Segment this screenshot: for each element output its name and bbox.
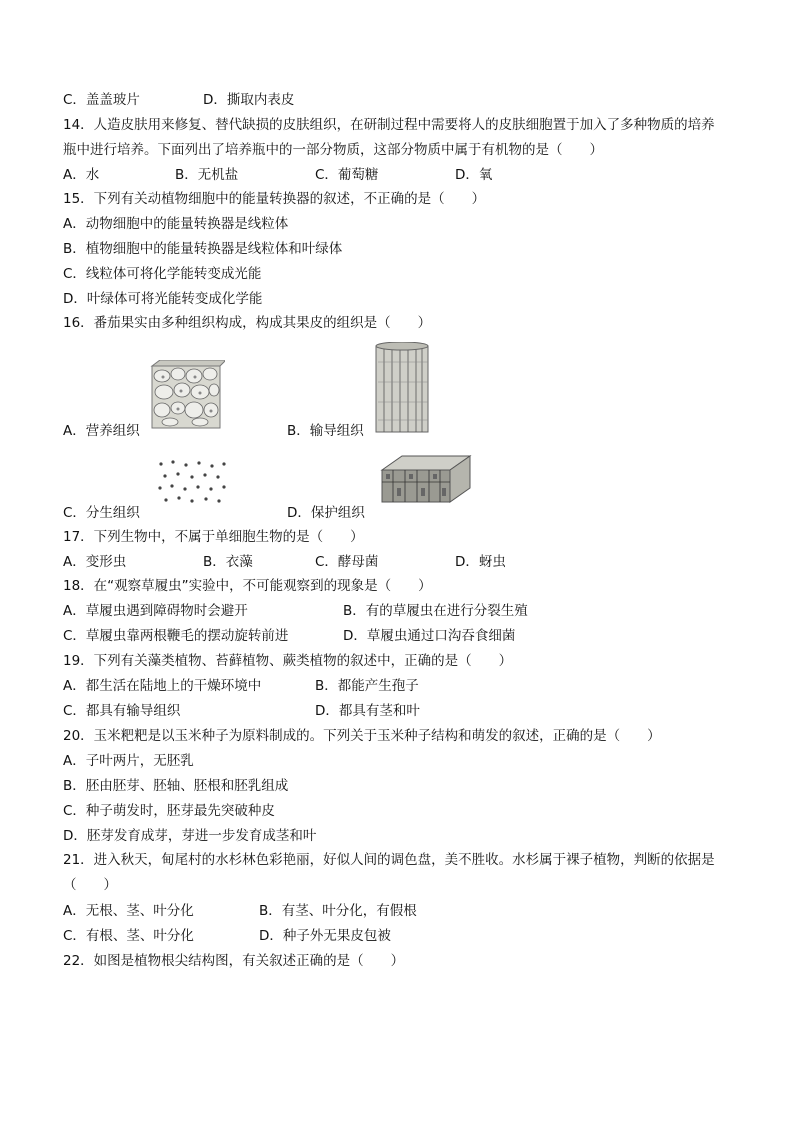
q15-option-a: A．动物细胞中的能量转换器是线粒体	[63, 216, 289, 232]
q18-option-d: D．草履虫通过口沟吞食细菌	[343, 628, 516, 644]
q20-option-b: B．胚由胚芽、胚轴、胚根和胚乳组成	[63, 778, 289, 794]
q20-option-a: A．子叶两片，无胚乳	[63, 753, 194, 769]
q17-option-b: B．衣藻	[203, 554, 253, 570]
nutrient-tissue-image	[150, 360, 225, 432]
q20-option-c: C．种子萌发时，胚芽最先突破种皮	[63, 803, 275, 819]
q16-option-d: D．保护组织	[287, 505, 365, 521]
meristematic-tissue-image	[155, 458, 230, 508]
q21-stem-line1: 21．进入秋天，甸尾村的水杉林色彩艳丽，好似人间的调色盘，美不胜收。水杉属于裸子植物，判断的依据是	[63, 852, 715, 868]
q18-option-b: B．有的草履虫在进行分裂生殖	[343, 603, 528, 619]
q18-stem: 18．在“观察草履虫”实验中，不可能观察到的现象是（ ）	[63, 578, 432, 594]
q14-stem-line2: 瓶中进行培养。下面列出了培养瓶中的一部分物质，这部分物质中属于有机物的是（ ）	[63, 142, 603, 158]
q21-stem-line2: （ ）	[63, 877, 117, 893]
q21-option-c: C．有根、茎、叶分化	[63, 928, 194, 944]
q15-option-d: D．叶绿体可将光能转变成化学能	[63, 291, 263, 307]
q14-option-b: B．无机盐	[175, 167, 239, 183]
q14-option-d: D．氧	[455, 167, 493, 183]
q15-stem: 15．下列有关动植物细胞中的能量转换器的叙述，不正确的是（ ）	[63, 191, 486, 207]
q19-option-c: C．都具有输导组织	[63, 703, 181, 719]
q20-stem: 20．玉米粑粑是以玉米种子为原料制成的。下列关于玉米种子结构和萌发的叙述，正确的是（ ）	[63, 728, 661, 744]
q18-option-a: A．草履虫遇到障碍物时会避开	[63, 603, 248, 619]
q16-option-a: A．营养组织	[63, 423, 140, 439]
q17-option-c: C．酵母菌	[315, 554, 379, 570]
q15-option-c: C．线粒体可将化学能转变成光能	[63, 266, 262, 282]
q14-option-c: C．葡萄糖	[315, 167, 379, 183]
q14-stem-line1: 14．人造皮肤用来修复、替代缺损的皮肤组织，在研制过程中需要将人的皮肤细胞置于加入了多种物质的培养	[63, 117, 715, 133]
q13-option-d: D．撕取内表皮	[203, 92, 295, 108]
q21-option-b: B．有茎、叶分化，有假根	[259, 903, 417, 919]
q17-option-d: D．蚜虫	[455, 554, 506, 570]
q17-option-a: A．变形虫	[63, 554, 127, 570]
q16-option-c: C．分生组织	[63, 505, 140, 521]
q21-option-a: A．无根、茎、叶分化	[63, 903, 194, 919]
q22-stem: 22．如图是植物根尖结构图，有关叙述正确的是（ ）	[63, 953, 405, 969]
q14-option-a: A．水	[63, 167, 100, 183]
q19-option-b: B．都能产生孢子	[315, 678, 419, 694]
q16-stem: 16．番茄果实由多种组织构成，构成其果皮的组织是（ ）	[63, 315, 432, 331]
q21-option-d: D．种子外无果皮包被	[259, 928, 391, 944]
protective-tissue-image	[378, 452, 474, 508]
q13-option-c: C．盖盖玻片	[63, 92, 140, 108]
q19-stem: 19．下列有关藻类植物、苔藓植物、蕨类植物的叙述中，正确的是（ ）	[63, 653, 513, 669]
q20-option-d: D．胚芽发育成芽，芽进一步发育成茎和叶	[63, 828, 317, 844]
conducting-tissue-image	[372, 342, 434, 434]
q17-stem: 17．下列生物中，不属于单细胞生物的是（ ）	[63, 529, 364, 545]
q19-option-a: A．都生活在陆地上的干燥环境中	[63, 678, 262, 694]
q19-option-d: D．都具有茎和叶	[315, 703, 420, 719]
q18-option-c: C．草履虫靠两根鞭毛的摆动旋转前进	[63, 628, 289, 644]
q15-option-b: B．植物细胞中的能量转换器是线粒体和叶绿体	[63, 241, 343, 257]
q16-option-b: B．输导组织	[287, 423, 364, 439]
